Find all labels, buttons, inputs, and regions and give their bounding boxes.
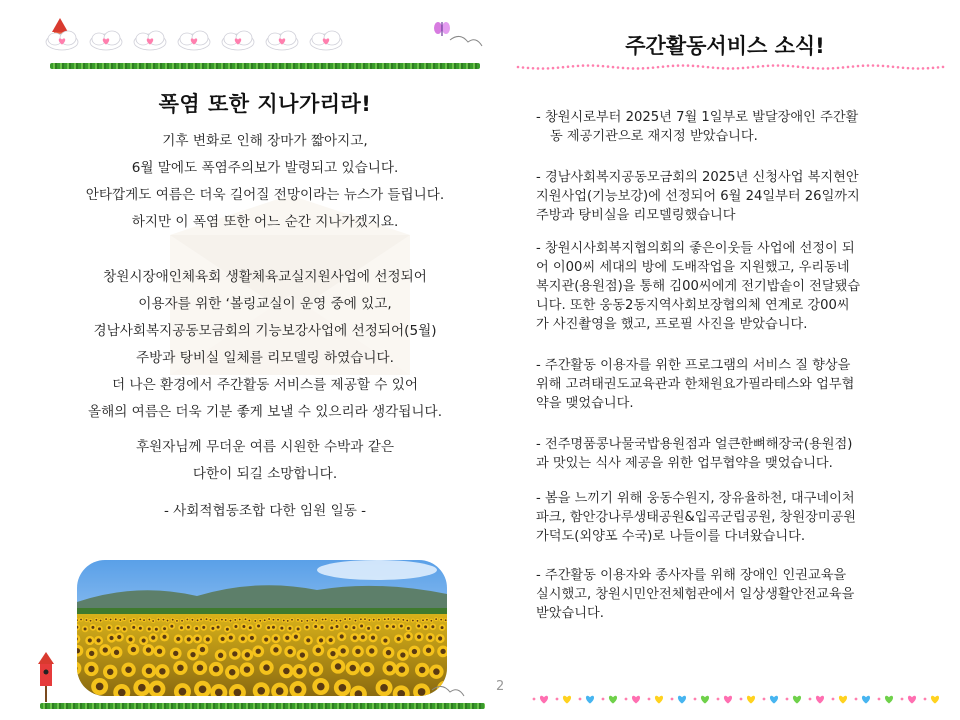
sunflower-mark — [205, 617, 209, 621]
news-line: 과 맛있는 식사 제공을 위한 업무협약을 맺었습니다. — [536, 456, 833, 471]
sunflower-mark — [241, 623, 248, 630]
sunflower-mark — [394, 634, 403, 643]
sunflower-mark — [350, 633, 359, 642]
heart-icon — [816, 696, 824, 704]
news-line: 위해 고려태권도교육관과 한채원요가필라테스와 업무협 — [536, 377, 855, 392]
sunflower-mark — [175, 619, 179, 623]
sunflower-mark — [425, 618, 429, 622]
sunflower-mark — [287, 625, 294, 632]
butterfly-icon — [434, 22, 482, 46]
heart-icon — [885, 696, 893, 704]
heart-icon — [586, 696, 594, 704]
message-line: 이용자를 위한 ‘볼링교실이 운영 중에 있고, — [138, 296, 392, 312]
page-number: 2 — [496, 679, 505, 694]
sunflower-mark — [304, 636, 313, 645]
message-line: 6월 말에도 폭염주의보가 발령되고 있습니다. — [131, 160, 399, 176]
sunflower-mark — [218, 634, 227, 643]
sunflower-mark — [121, 626, 128, 633]
sunflower-mark — [169, 623, 176, 630]
news-line: 가 사진촬영을 했고, 프로필 사진을 받았습니다. — [536, 317, 808, 332]
grass-strip-bottom — [40, 703, 485, 709]
news-line: 파크, 함안강나루생태공원&입곡군립공원, 창원장미공원 — [536, 510, 857, 525]
sunflower-mark — [271, 634, 280, 643]
sunflower-mark — [238, 617, 242, 621]
sunflower-mark — [199, 617, 203, 621]
sunflower-mark — [384, 623, 391, 630]
sunflower-mark — [139, 636, 148, 645]
heart-icon — [655, 696, 663, 704]
sunflower-mark — [171, 618, 175, 622]
signature: - 사회적협동조합 다한 임원 일동 - — [163, 503, 367, 519]
sunflower-mark — [343, 623, 350, 630]
sunflower-mark — [153, 626, 160, 633]
sunflower-mark — [363, 617, 367, 621]
sunflower-mark — [196, 618, 200, 622]
sunflower-mark — [286, 619, 290, 623]
heart-icon — [770, 696, 778, 704]
cloud-heart-icon — [46, 31, 78, 50]
sunflower-mark — [149, 633, 158, 642]
news-item — [536, 356, 941, 413]
sunflower-mark — [358, 633, 367, 642]
sunflower-mark — [414, 632, 423, 641]
heart-icon — [839, 696, 847, 704]
sunflower-mark — [220, 618, 224, 622]
message-line: 주방과 탕비실 일체를 리모델링 하였습니다. — [136, 350, 394, 366]
news-line: 니다. 또한 웅동2동지역사회보장협의체 연계로 강00씨 — [536, 298, 850, 313]
sunflower-mark — [279, 625, 286, 632]
sunflower-mark — [386, 617, 390, 621]
sunflower-mark — [305, 619, 309, 623]
pink-dotted-divider — [515, 62, 945, 72]
news-item — [536, 108, 941, 146]
news-item — [536, 566, 941, 623]
sunflower-mark — [115, 632, 124, 641]
news-line: - 경남사회복지공동모금회의 2025년 신청사업 복지현안 — [536, 170, 859, 185]
news-item — [536, 489, 941, 546]
sunflower-mark — [200, 624, 207, 631]
sunflower-mark — [247, 633, 256, 642]
heart-icon — [701, 696, 709, 704]
sunflower-mark — [430, 623, 437, 630]
sunflower-mark — [295, 626, 302, 633]
sunflower-mark — [233, 623, 240, 630]
sunflower-mark — [215, 618, 219, 622]
sunflower-mark — [84, 618, 88, 622]
heart-icon — [678, 696, 686, 704]
sunflower-mark — [411, 618, 415, 622]
left-message-body — [30, 128, 500, 525]
news-line: 지원사업(기능보강)에 선정되어 6월 24일부터 26일까지 — [536, 189, 860, 204]
sunflower-mark — [316, 636, 325, 645]
sunflower-mark — [79, 617, 83, 621]
sunflower-mark — [208, 618, 212, 622]
sunflower-mark — [122, 617, 126, 621]
sunflower-mark — [160, 632, 169, 641]
sunflower-mark — [94, 618, 98, 622]
sunflower-mark — [334, 623, 341, 630]
heart-icon — [563, 696, 571, 704]
sunflower-mark — [132, 618, 136, 622]
colorful-hearts-border — [530, 690, 950, 708]
sunflower-mark — [138, 617, 142, 621]
message-line: 다한이 되길 소망합니다. — [192, 466, 338, 482]
news-line: - 창원시사회복지협의회의 좋은이웃들 사업에 선정이 되 — [536, 241, 855, 256]
news-line: - 주간활동 이용자를 위한 프로그램의 서비스 질 향상을 — [536, 358, 851, 373]
sunflower-mark — [174, 634, 183, 643]
sunflower-mark — [439, 618, 443, 622]
sunflower-mark — [276, 618, 280, 622]
sunflower-mark — [426, 633, 435, 642]
sunflower-mark — [115, 625, 122, 632]
heart-icon — [724, 696, 732, 704]
sunflower-mark — [300, 619, 304, 623]
cloud-heart-icon — [178, 31, 210, 50]
sunflower-mark — [90, 624, 97, 631]
sunflower-mark — [193, 625, 200, 632]
cloud-heart-icon — [90, 31, 122, 50]
sunflower-mark — [193, 634, 202, 643]
sunflower-mark — [353, 619, 357, 623]
sunflower-mark — [392, 617, 396, 621]
message-line: 더 나은 환경에서 주간활동 서비스를 제공할 수 있어 — [111, 377, 418, 393]
sunflower-mark — [203, 635, 212, 644]
sunflower-mark — [326, 635, 335, 644]
news-line: 약을 맺었습니다. — [536, 396, 634, 411]
sunflower-mark — [151, 619, 155, 623]
message-line: 후원자님께 무더운 여름 시원한 수박과 같은 — [136, 439, 394, 455]
sunflower-mark — [396, 617, 400, 621]
sunflower-mark — [215, 624, 222, 631]
sunflower-mark — [404, 632, 413, 641]
sunflower-mark — [107, 633, 116, 642]
news-line: 어 이00씨 세대의 방에 도배작업을 지원했고, 우리동네 — [536, 260, 850, 275]
sunflower-mark — [348, 617, 352, 621]
sunflower-mark — [224, 618, 228, 622]
sunflower-mark — [401, 618, 405, 622]
sunflower-mark — [319, 624, 326, 631]
sunflower-mark — [434, 617, 438, 621]
sunflower-mark — [290, 618, 294, 622]
grass-border-top — [50, 63, 480, 69]
news-line: 받았습니다. — [536, 606, 604, 621]
sunflower-mark — [271, 618, 275, 622]
sunflower-mark — [358, 623, 365, 630]
sunflower-mark — [415, 619, 419, 623]
cloud-heart-icon — [266, 31, 298, 50]
sunflower-mark — [247, 619, 251, 623]
sunflower-mark — [338, 619, 342, 623]
sunflower-mark — [190, 618, 194, 622]
sunflower-mark — [161, 618, 165, 622]
right-heading: 주간활동서비스 소식! — [625, 34, 825, 58]
sunflower-mark — [351, 624, 358, 631]
sunflower-mark — [270, 624, 277, 631]
news-line: 가덕도(외양포 수국)로 나들이를 다녀왔습니다. — [536, 529, 806, 544]
sunflower-mark — [359, 617, 363, 621]
news-line: 동 제공기관으로 재지정 받았습니다. — [550, 129, 758, 144]
sunflower-mark — [310, 618, 314, 622]
sunflower-mark — [142, 618, 146, 622]
sunflower-mark — [247, 624, 254, 631]
news-line: - 전주명품콩나물국밥용원점과 얼큰한뼈해장국(용원점) — [536, 437, 853, 452]
message-line: 하지만 이 폭염 또한 어느 순간 지나가겠지요. — [131, 214, 399, 230]
sunflower-mark — [94, 636, 103, 645]
news-line: 실시했고, 창원시민안전체험관에서 일상생활안전교육을 — [536, 587, 855, 602]
sunflower-mark — [415, 623, 422, 630]
sunflower-mark — [436, 634, 445, 643]
sunflower-mark — [262, 635, 271, 644]
sunflower-mark — [147, 618, 151, 622]
heart-icon — [862, 696, 870, 704]
heart-icon — [931, 696, 939, 704]
message-line: 올해의 여름은 더욱 기분 좋게 보낼 수 있으리라 생각됩니다. — [87, 404, 443, 420]
sunflower-mark — [109, 617, 113, 621]
sunflower-mark — [335, 619, 339, 623]
sunflower-mark — [390, 623, 397, 630]
news-list — [536, 108, 941, 637]
sunflower-mark — [233, 618, 237, 622]
sunflower-mark — [398, 623, 405, 630]
sunflower-mark — [130, 624, 137, 631]
sunflower-mark — [377, 618, 381, 622]
sunflower-mark — [291, 632, 300, 641]
sunflower-mark — [85, 636, 94, 645]
cloud-heart-icon — [222, 31, 254, 50]
sunflower-mark — [267, 617, 271, 621]
sunflower-mark — [228, 619, 232, 623]
sunflower-mark — [161, 625, 168, 632]
sunflower-mark — [405, 619, 409, 623]
sunflower-mark — [405, 625, 412, 632]
sunflower-mark — [296, 618, 300, 622]
sunflower-mark — [283, 633, 292, 642]
sunflower-mark — [372, 618, 376, 622]
sunflower-mark — [89, 619, 93, 623]
news-item — [536, 435, 941, 473]
sunflower-mark — [429, 619, 433, 623]
sunflower-mark — [156, 617, 160, 621]
sunflower-mark — [422, 624, 429, 631]
message-line: 안타깝게도 여름은 더욱 길어질 전망이라는 뉴스가 들립니다. — [85, 187, 445, 203]
sunflower-mark — [282, 618, 286, 622]
sunflower-mark — [226, 633, 235, 642]
sunflower-mark — [304, 624, 311, 631]
heart-icon — [908, 696, 916, 704]
news-line: - 창원시로부터 2025년 7월 1일부로 발달장애인 주간활 — [536, 110, 859, 125]
sunflower-mark — [180, 619, 184, 623]
news-line: 복지관(용원점)을 통해 김00씨에게 전기밥솥이 전달됐습 — [536, 279, 861, 294]
sunflower-mark — [337, 632, 346, 641]
sunflower-mark — [365, 625, 372, 632]
sunflower-mark — [324, 617, 328, 621]
sunflower-mark — [258, 619, 262, 623]
news-line: - 봄을 느끼기 위해 웅동수원지, 장유율하천, 대구네이처 — [536, 491, 855, 506]
heart-icon — [540, 696, 548, 704]
sunflower-mark — [96, 626, 103, 633]
sunflower-mark — [383, 617, 387, 621]
message-line: 기후 변화로 인해 장마가 짧아지고, — [162, 133, 368, 149]
sunflower-mark — [126, 635, 135, 644]
news-line: 주방과 탕비실을 리모델링했습니다 — [536, 208, 736, 223]
sunflower-mark — [343, 617, 347, 621]
sunflower-mark — [314, 619, 318, 623]
left-heading: 폭염 또한 지나가리라! — [158, 92, 372, 116]
sunflower-mark — [82, 626, 89, 633]
sunflower-mark — [243, 617, 247, 621]
sunflower-mark — [421, 618, 425, 622]
message-line: 경남사회복지공동모금회의 기능보강사업에 선정되어(5월) — [93, 323, 437, 339]
sunflower-mark — [255, 623, 262, 630]
sunflower-mark — [104, 617, 108, 621]
news-line: - 주간활동 이용자와 종사자를 위해 장애인 인권교육을 — [536, 568, 847, 583]
cloud-heart-icon — [134, 31, 166, 50]
heart-icon — [793, 696, 801, 704]
sunflower-mark — [330, 618, 334, 622]
sunflower-mark — [253, 619, 257, 623]
sunflower-mark — [178, 624, 185, 631]
sunflower-mark — [166, 619, 170, 623]
sunflower-mark — [106, 624, 113, 631]
sunflower-mark — [368, 633, 377, 642]
heart-icon — [747, 696, 755, 704]
birdhouse-icon — [38, 652, 54, 702]
sunflower-mark — [114, 617, 118, 621]
sunflower-mark — [381, 636, 390, 645]
sunflower-mark — [312, 623, 319, 630]
sunflower-mark — [367, 618, 371, 622]
cloud-heart-icon — [310, 31, 342, 50]
sunflower-mark — [137, 625, 144, 632]
news-item — [536, 168, 941, 225]
heart-icon — [632, 696, 640, 704]
news-item — [536, 239, 941, 334]
sunflower-mark — [375, 624, 382, 631]
sunflower-mark — [238, 634, 247, 643]
sunflower-mark — [184, 635, 193, 644]
message-line: 창원시장애인체육회 생활체육교실지원사업에 선정되어 — [103, 269, 427, 285]
sunflower-mark — [224, 626, 231, 633]
sunflower-mark — [99, 619, 103, 623]
sunflower-mark — [439, 624, 446, 631]
sunflower-mark — [146, 626, 153, 633]
heart-icon — [609, 696, 617, 704]
sunflower-mark — [185, 624, 192, 631]
sunflower-mark — [185, 617, 189, 621]
sunflower-mark — [263, 618, 267, 622]
sunflower-mark — [118, 618, 122, 622]
